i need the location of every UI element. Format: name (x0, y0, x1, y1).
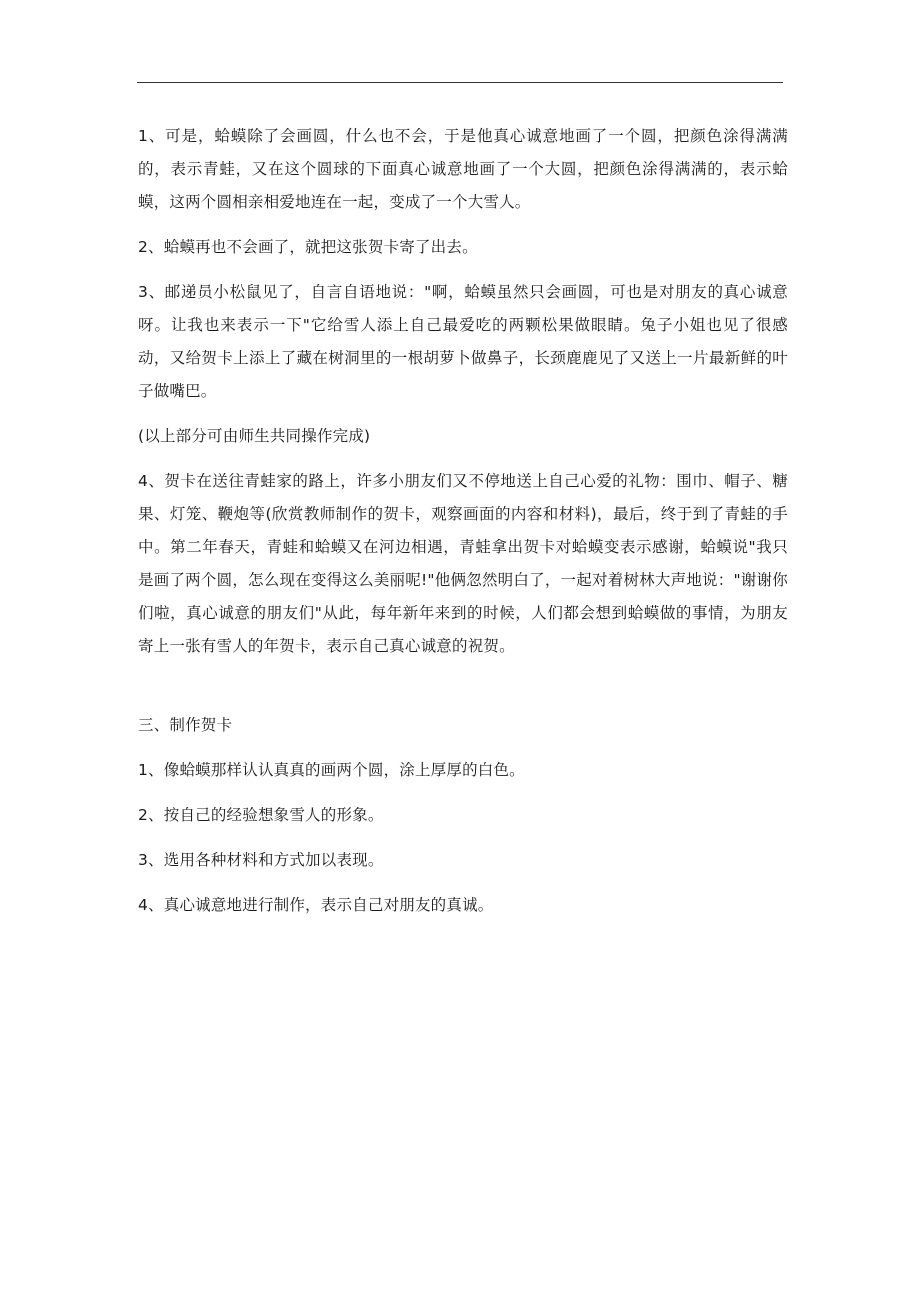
step-item-3: 3、选用各种材料和方式加以表现。 (138, 851, 384, 869)
story-paragraph-2: 2、蛤蟆再也不会画了，就把这张贺卡寄了出去。 (138, 238, 478, 256)
step-item-1: 1、像蛤蟆那样认认真真的画两个圆，涂上厚厚的白色。 (138, 761, 525, 779)
document-body (138, 120, 788, 934)
story-paragraph-4: 4、贺卡在送往青蛙家的路上，许多小朋友们又不停地送上自己心爱的礼物：围巾、帽子、糖果、灯笼、鞭炮等(欣赏教师制作的贺卡，观察画面的内容和材料)，最后，终于到了青蛙的手中。第二年春天，青蛙和蛤蟆又在河边相遇，青蛙拿出贺卡对蛤蟆变表示感谢，蛤蟆说"我只是画了两个圆，怎么现在变得这么美丽呢!"他俩忽然明白了，一起对着树林大声地说："谢谢你们啦，真心诚意的朋友们"从此，每年新年来到的时候，人们都会想到蛤蟆做的事情，为朋友寄上一张有雪人的年贺卡，表示自己真心诚意的祝贺。 (138, 472, 788, 655)
step-item-2: 2、按自己的经验想象雪人的形象。 (138, 806, 384, 824)
section-spacer (138, 675, 788, 709)
teaching-note: (以上部分可由师生共同操作完成) (138, 427, 371, 445)
story-paragraph-1: 1、可是，蛤蟆除了会画圆，什么也不会，于是他真心诚意地画了一个圆，把颜色涂得满满的，表示青蛙，又在这个圆球的下面真心诚意地画了一个大圆，把颜色涂得满满的，表示蛤蟆，这两个圆相亲相爱地连在一起，变成了一个大雪人。 (138, 127, 788, 211)
step-item-4: 4、真心诚意地进行制作，表示自己对朋友的真诚。 (138, 896, 494, 914)
section-title: 三、制作贺卡 (138, 716, 233, 734)
story-paragraph-3: 3、邮递员小松鼠见了，自言自语地说："啊，蛤蟆虽然只会画圆，可也是对朋友的真心诚意呀。让我也来表示一下"它给雪人添上自己最爱吃的两颗松果做眼睛。兔子小姐也见了很感动，又给贺卡上添上了藏在树洞里的一根胡萝卜做鼻子，长颈鹿鹿见了又送上一片最新鲜的叶子做嘴巴。 (138, 283, 788, 400)
header-rule (137, 82, 783, 83)
